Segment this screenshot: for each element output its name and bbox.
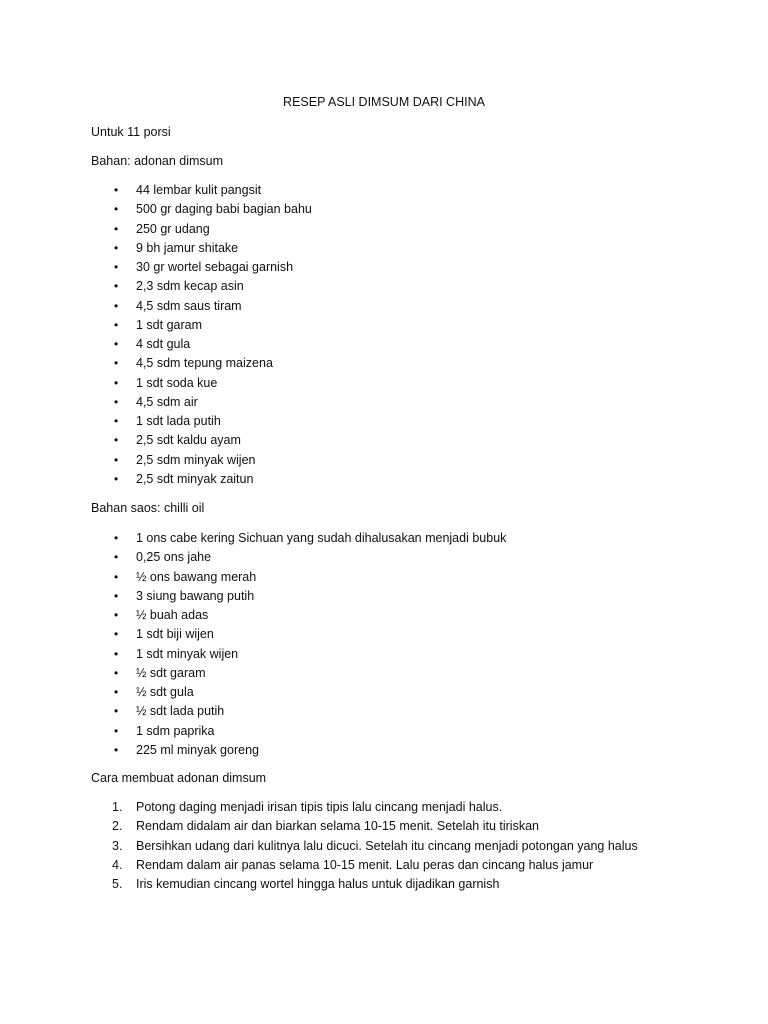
bullet-icon: •	[114, 471, 119, 486]
step-number: 1.	[112, 800, 123, 814]
bullet-icon: •	[114, 433, 119, 448]
step-number: 3.	[112, 838, 123, 853]
bullet-icon: •	[114, 665, 119, 680]
bullet-icon: •	[114, 742, 119, 757]
bullet-icon: •	[114, 279, 119, 294]
bullet-icon: •	[114, 337, 119, 351]
bullet-icon: •	[114, 685, 119, 699]
bullet-icon: •	[114, 627, 119, 642]
bullet-icon: •	[114, 202, 119, 217]
bullet-icon: •	[114, 298, 119, 313]
bullet-icon: •	[114, 723, 119, 738]
bullet-icon: •	[114, 394, 119, 409]
bullet-icon: •	[114, 183, 119, 197]
bullet-icon: •	[114, 221, 119, 236]
bullet-icon: •	[114, 317, 119, 332]
bullet-icon: •	[114, 588, 119, 603]
servings-text: Untuk 11 porsi	[91, 125, 171, 139]
bullet-icon: •	[114, 375, 119, 390]
bullet-icon: •	[114, 260, 119, 274]
bullet-icon: •	[114, 704, 119, 719]
bullet-icon: •	[114, 608, 119, 622]
bullet-icon: •	[114, 240, 119, 255]
step-number: 5.	[112, 877, 123, 891]
bullet-icon: •	[114, 356, 119, 371]
section-heading-chilli-oil: Bahan saos: chilli oil	[91, 501, 205, 515]
step-number: 2.	[112, 819, 123, 834]
bullet-icon: •	[114, 569, 119, 584]
section-heading-dimsum-ingredients: Bahan: adonan dimsum	[91, 154, 224, 168]
bullet-icon: •	[114, 646, 119, 661]
document-title: RESEP ASLI DIMSUM DARI CHINA	[283, 95, 485, 109]
bullet-icon: •	[114, 414, 119, 428]
bullet-icon: •	[114, 550, 119, 565]
section-heading-method: Cara membuat adonan dimsum	[91, 771, 267, 785]
document-page: RESEP ASLI DIMSUM DARI CHINA Untuk 11 porsi Bahan: adonan dimsum • 44 lembar kulit pangsit • 500 gr daging babi bagian bahu • 250 gr udang • 9 bh jamur shitake • 30 gr wortel sebagai garnish • 2,3 sdm kecap asin • 4,5 sdm saus tiram • 1 sdt garam • 4 sdt gula • 4,5 sdm tepung maizena • 1 sdt soda kue • 4,5 sdm air • 1 sdt lada putih • 2,5 sdt kaldu ayam • 2,5 sdm minyak wijen • 2,5 sdt minyak zaitun Bahan saos: chilli oil • 1 ons cabe kering Sichuan yang sudah dihalusakan menjadi bubuk • 0,25 ons jahe • ½ ons bawang merah • 3 siung bawang putih • ½ buah adas • 1 sdt biji wijen • 1 sdt minyak wijen • ½ sdt garam • ½ sdt gula • ½ sdt lada putih • 1 sdm paprika • 225 ml minyak goreng Cara membuat adonan dimsum 1. Potong daging menjadi irisan tipis tipis lalu cincang menjadi halus. 2. Rendam didalam air dan biarkan selama 10-15 menit. Setelah itu tiriskan 3. Bersihkan udang dari kulitnya lalu dicuci. Setelah itu cincang menjadi potongan yang halus 4. Rendam dalam air panas selama 10-15 menit. Lalu peras dan cincang halus jamur 5. Iris kemudian cincang wortel hingga halus untuk dijadikan garnish	[0, 0, 768, 1024]
step-number: 4.	[112, 857, 123, 872]
bullet-icon: •	[114, 531, 119, 545]
bullet-icon: •	[114, 452, 119, 467]
